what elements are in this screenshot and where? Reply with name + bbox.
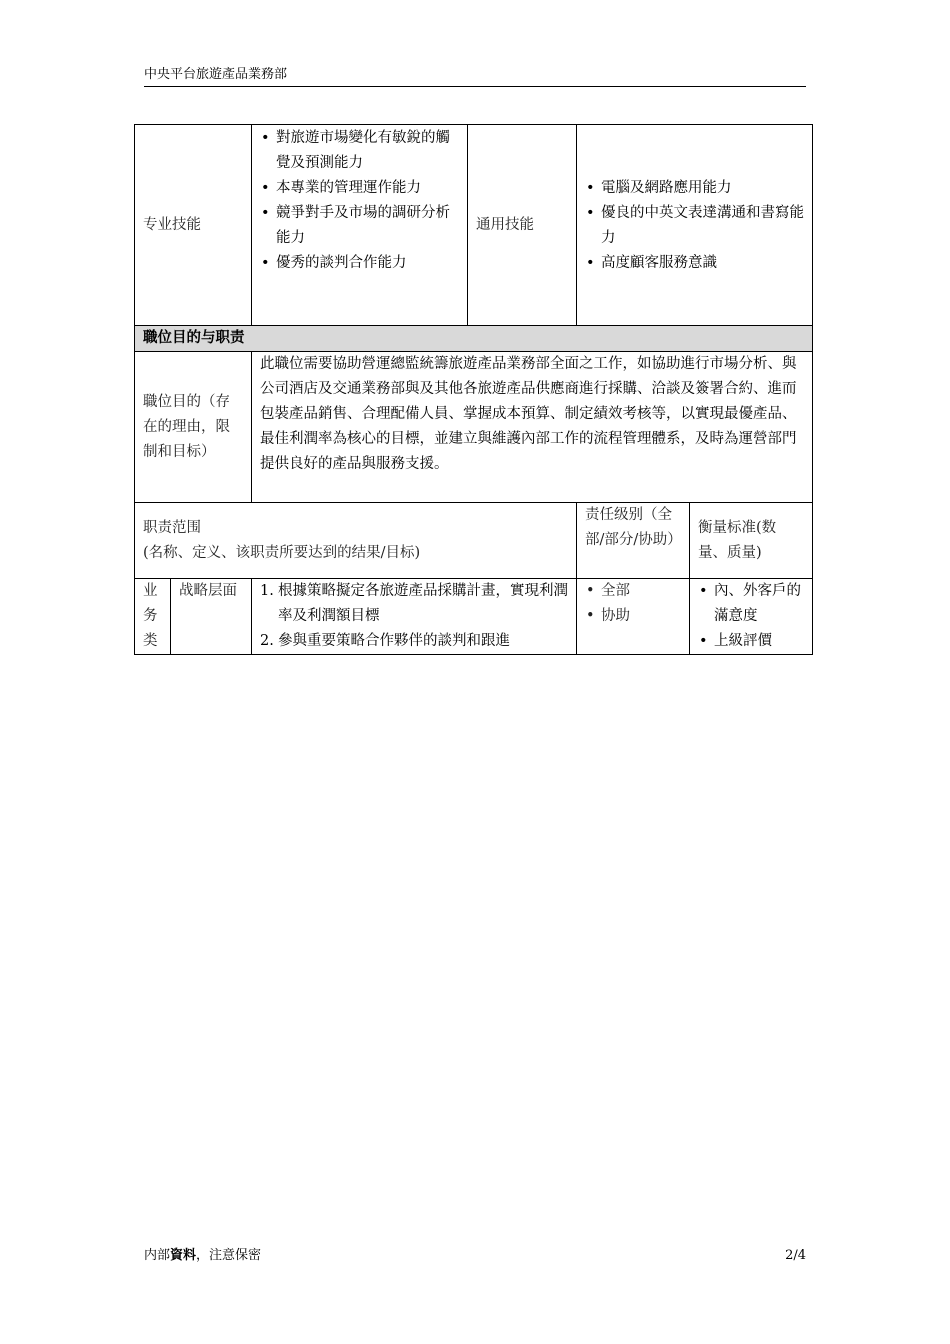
list-item: • 優良的中英文表達溝通和書寫能力: [585, 201, 804, 251]
level-header: 责任级别（全部/部分/协助）: [577, 503, 690, 579]
list-item: • 本專業的管理運作能力: [260, 176, 459, 201]
section-title: 職位目的与职责: [135, 326, 813, 352]
scope-title: 职责范围: [143, 519, 201, 536]
table-row: [135, 579, 813, 655]
measure-list: [698, 579, 804, 654]
list-item: • 競爭對手及市場的調研分析能力: [260, 201, 459, 251]
job-description-table: [134, 124, 813, 655]
scope-header: [135, 503, 577, 579]
duty-items-list: [260, 579, 568, 654]
category-cell: 业务类: [135, 579, 171, 655]
measure-cell: [690, 579, 813, 655]
level-list: [585, 579, 681, 629]
list-item: • 電腦及網路應用能力: [585, 176, 804, 201]
list-item: • 协助: [585, 604, 681, 629]
purpose-label: 職位目的（存在的理由，限制和目标）: [135, 352, 252, 503]
list-item: • 全部: [585, 579, 681, 604]
page-number: 2/4: [785, 1248, 806, 1263]
duty-items-cell: [252, 579, 577, 655]
list-item: • 上級評價: [698, 629, 804, 654]
level-cell: [577, 579, 690, 655]
skills-row: [135, 125, 813, 326]
list-item: • 高度顧客服務意識: [585, 251, 804, 276]
footer-note: 内部資料，注意保密: [144, 1248, 262, 1263]
professional-skills-cell: [252, 125, 468, 326]
section-header-row: [135, 326, 813, 352]
list-item: 1. 根據策略擬定各旅遊產品採購計畫，實現利潤率及利潤額目標: [260, 583, 568, 624]
general-skills-list: [585, 176, 804, 276]
header-title: 旅遊產品業務部: [196, 67, 288, 82]
scope-subtitle: (名称、定义、该职责所要达到的结果/目标): [143, 544, 421, 561]
professional-skills-label: 专业技能: [135, 125, 252, 326]
list-item: • 對旅遊市場變化有敏銳的觸覺及預測能力: [260, 126, 459, 176]
duties-header-row: [135, 503, 813, 579]
measure-header: 衡量标准(数量、质量): [690, 503, 813, 579]
page-header: [144, 66, 806, 87]
subcategory-cell: 战略层面: [171, 579, 252, 655]
general-skills-cell: [577, 125, 813, 326]
general-skills-label: 通用技能: [468, 125, 577, 326]
professional-skills-list: [260, 126, 459, 276]
list-item: • 優秀的談判合作能力: [260, 251, 459, 276]
list-item: • 內、外客戶的滿意度: [698, 579, 804, 629]
header-prefix: 中央平台: [144, 67, 197, 82]
list-item: 2. 參與重要策略合作夥伴的談判和跟進: [260, 633, 510, 649]
purpose-row: [135, 352, 813, 503]
purpose-text: 此職位需要協助營運總監統籌旅遊產品業務部全面之工作，如協助進行市場分析、與公司酒店及交通業務部與及其他各旅遊產品供應商進行採購、洽談及簽署合約、進而包裝產品銷售、合理配備人員、掌握成本預算、制定績效考核等，以實現最優產品、最佳利潤率為核心的目標，並建立與維護內部工作的流程管理體系，及時為運營部門提供良好的產品與服務支援。: [252, 352, 813, 503]
